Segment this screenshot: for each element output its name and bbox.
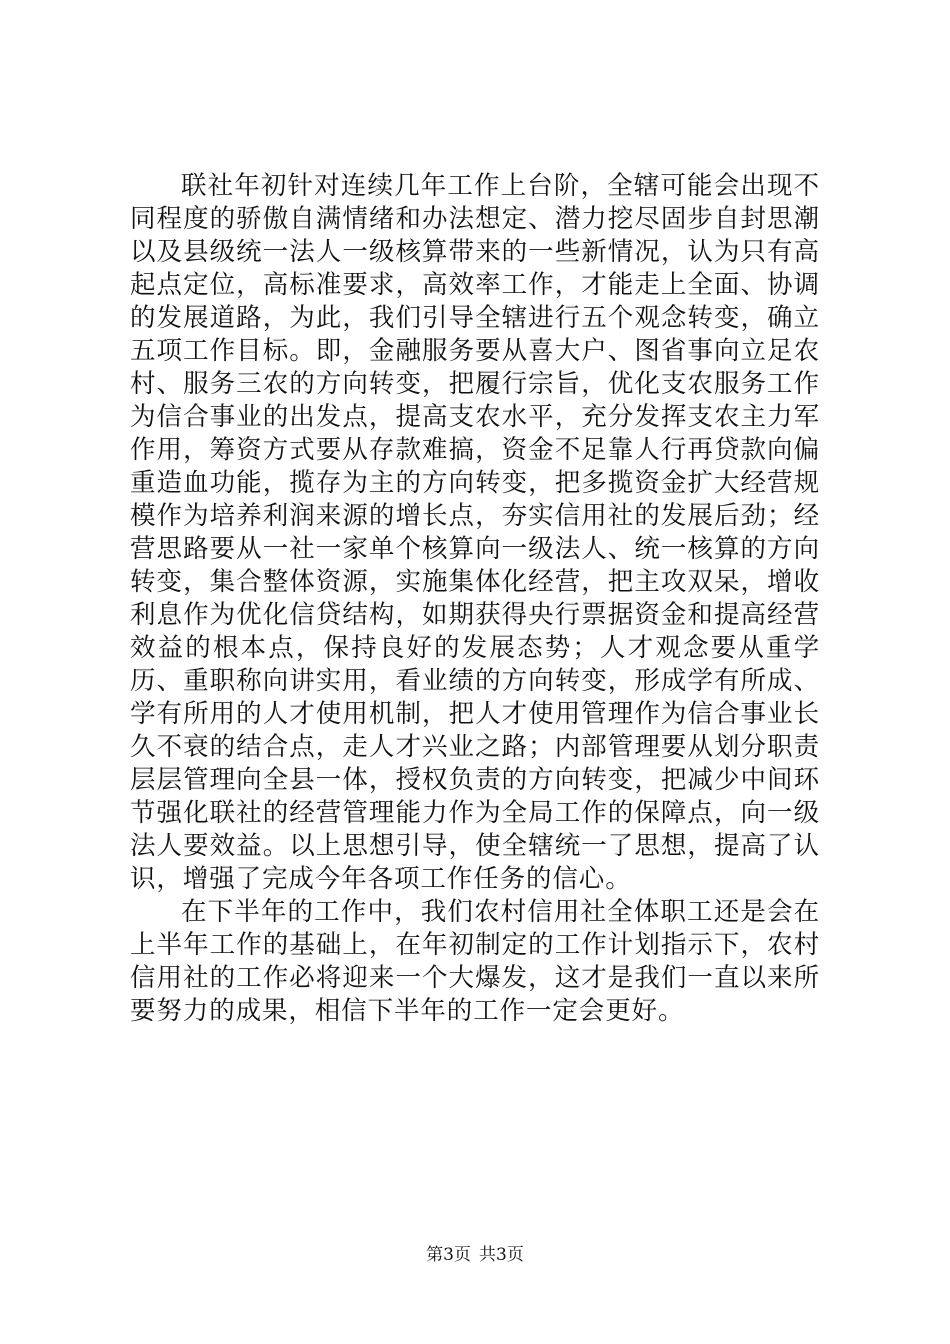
- document-body: [130, 170, 820, 1028]
- paragraph-1: 联社年初针对连续几年工作上台阶，全辖可能会出现不同程度的骄傲自满情绪和办法想定、潜力挖尽固步自封思潮以及县级统一法人一级核算带来的一些新情况，认为只有高起点定位，高标准要求，高效率工作，才能走上全面、协调的发展道路，为此，我们引导全辖进行五个观念转变，确立五项工作目标。即，金融服务要从喜大户、图省事向立足农村、服务三农的方向转变，把履行宗旨，优化支农服务工作为信合事业的出发点，提高支农水平，充分发挥支农主力军作用，筹资方式要从存款难搞，资金不足靠人行再贷款向偏重造血功能，揽存为主的方向转变，把多揽资金扩大经营规模作为培养利润来源的增长点，夯实信用社的发展后劲；经营思路要从一社一家单个核算向一级法人、统一核算的方向转变，集合整体资源，实施集体化经营，把主攻双呆，增收利息作为优化信贷结构，如期获得央行票据资金和提高经营效益的根本点，保持良好的发展态势；人才观念要从重学历、重职称向讲实用，看业绩的方向转变，形成学有所成、学有所用的人才使用机制，把人才使用管理作为信合事业长久不衰的结合点，走人才兴业之路；内部管理要从划分职责层层管理向全县一体，授权负责的方向转变，把减少中间环节强化联社的经营管理能力作为全局工作的保障点，向一级法人要效益。以上思想引导，使全辖统一了思想，提高了认识，增强了完成今年各项工作任务的信心。: [130, 171, 820, 894]
- paragraph-2: 在下半年的工作中，我们农村信用社全体职工还是会在上半年工作的基础上，在年初制定的工作计划指示下，农村信用社的工作必将迎来一个大爆发，这才是我们一直以来所要努力的成果，相信下半年的工作一定会更好。: [130, 897, 820, 1026]
- page-footer: [0, 1244, 950, 1266]
- page-number-current: 第3页: [426, 1245, 471, 1265]
- page-number-total: 共3页: [479, 1245, 524, 1265]
